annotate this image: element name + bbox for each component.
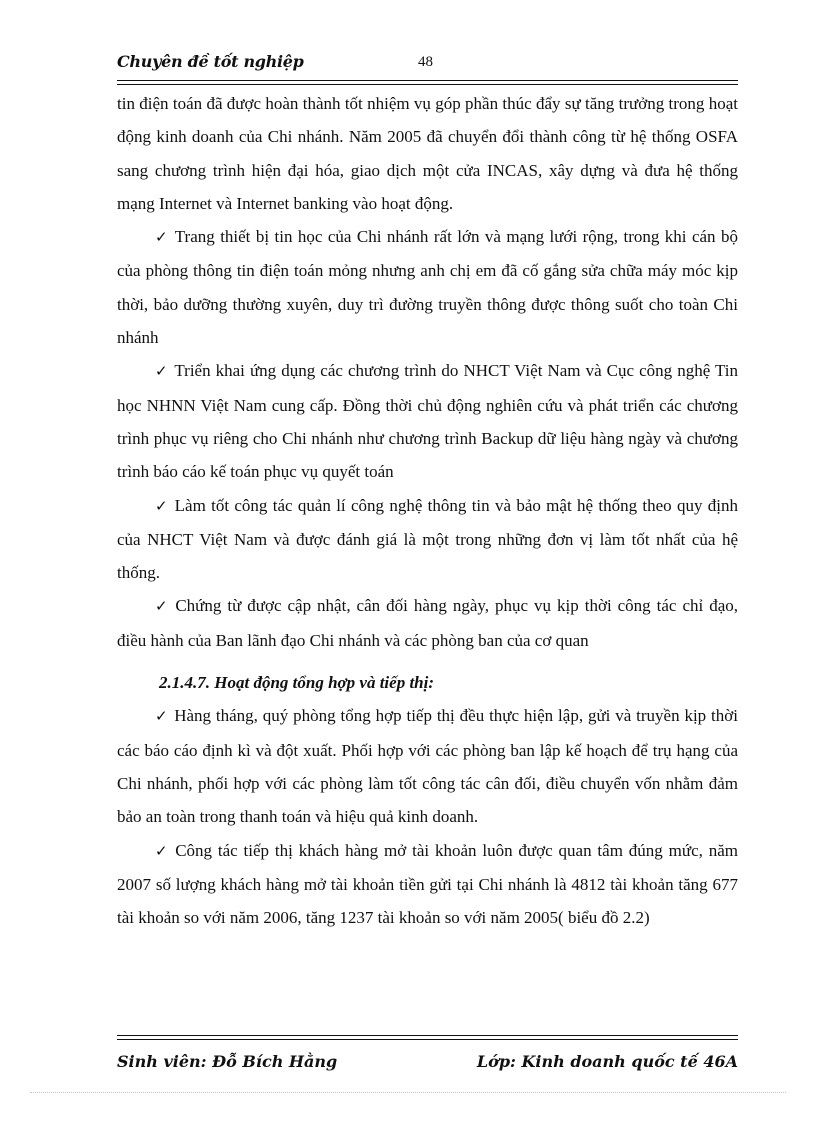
checkmark-icon: ✓ bbox=[155, 597, 170, 616]
bullet-text: Trang thiết bị tin học của Chi nhánh rất lớn và mạng lưới rộng, trong khi cán bộ của phòng thông tin điện toán mỏng nhưng anh chị em đã cố gắng sửa chữa máy móc kịp thời, bảo dưỡng thường xuyên, duy trì đường truyền thông được thông suốt cho toàn Chi nhánh bbox=[117, 227, 738, 348]
bullet-item bbox=[117, 589, 738, 657]
footer-rule-bottom bbox=[117, 1039, 738, 1040]
header-rule-top bbox=[117, 80, 738, 81]
bullet-item bbox=[117, 220, 738, 354]
checkmark-icon: ✓ bbox=[155, 228, 169, 247]
footer-rule-top bbox=[117, 1035, 738, 1036]
page-number: 48 bbox=[418, 54, 433, 70]
footer-class: Lớp: Kinh doanh quốc tế 46A bbox=[476, 1052, 738, 1071]
bullet-text: Làm tốt công tác quản lí công nghệ thông tin và bảo mật hệ thống theo quy định của NHCT Việt Nam và được đánh giá là một trong những đơn vị làm tốt nhất của hệ thống. bbox=[117, 495, 738, 583]
bullet-item bbox=[117, 489, 738, 590]
bullet-text: Triển khai ứng dụng các chương trình do NHCT Việt Nam và Cục công nghệ Tin học NHNN Việt Nam cung cấp. Đồng thời chủ động nghiên cứu và phát triển các chương trình phục vụ riêng cho Chi nhánh như chương trình Backup dữ liệu hàng ngày và chương trình báo cáo kế toán phục vụ quyết toán bbox=[117, 361, 738, 482]
bullet-text: Hàng tháng, quý phòng tổng hợp tiếp thị đều thực hiện lập, gửi và truyền kịp thời các báo cáo định kì và đột xuất. Phối hợp với các phòng ban lập kế hoạch để trụ hạng của Chi nhánh, phối hợp với các phòng làm tốt công tác cân đối, điều chuyển vốn nhằm đảm bảo an toàn trong thanh toán và hiệu quả kinh doanh. bbox=[117, 706, 738, 827]
paragraph: tin điện toán đã được hoàn thành tốt nhiệm vụ góp phần thúc đẩy sự tăng trưởng trong hoạt động kinh doanh của Chi nhánh. Năm 2005 đã chuyển đổi thành công từ hệ thống OSFA sang chương trình hiện đại hóa, giao dịch một cửa INCAS, xây dựng và đưa hệ thống mạng Internet và Internet banking vào hoạt động. bbox=[117, 94, 738, 213]
footer-student: Sinh viên: Đỗ Bích Hằng bbox=[117, 1052, 338, 1071]
checkmark-icon: ✓ bbox=[155, 707, 169, 726]
checkmark-icon: ✓ bbox=[155, 496, 169, 515]
page-edge-divider bbox=[30, 1092, 786, 1093]
header-title: Chuyên đề tốt nghiệp bbox=[117, 52, 304, 71]
bullet-text: Công tác tiếp thị khách hàng mở tài khoản luôn được quan tâm đúng mức, năm 2007 số lượng khách hàng mở tài khoản tiền gửi tại Chi nhánh là 4812 tài khoản tăng 677 tài khoản so với năm 2006, tăng 1237 tài khoản so với năm 2005( biểu đồ 2.2) bbox=[117, 840, 738, 928]
checkmark-icon: ✓ bbox=[155, 362, 169, 381]
checkmark-icon: ✓ bbox=[155, 841, 170, 860]
section-heading: 2.1.4.7. Hoạt động tổng hợp và tiếp thị: bbox=[159, 673, 435, 693]
document-body bbox=[117, 87, 738, 934]
bullet-item bbox=[117, 354, 738, 488]
header-rule-bottom bbox=[117, 84, 738, 85]
bullet-item bbox=[117, 834, 738, 935]
bullet-item bbox=[117, 699, 738, 833]
bullet-text: Chứng từ được cập nhật, cân đối hàng ngày, phục vụ kịp thời công tác chỉ đạo, điều hành của Ban lãnh đạo Chi nhánh và các phòng ban của cơ quan bbox=[117, 596, 739, 650]
